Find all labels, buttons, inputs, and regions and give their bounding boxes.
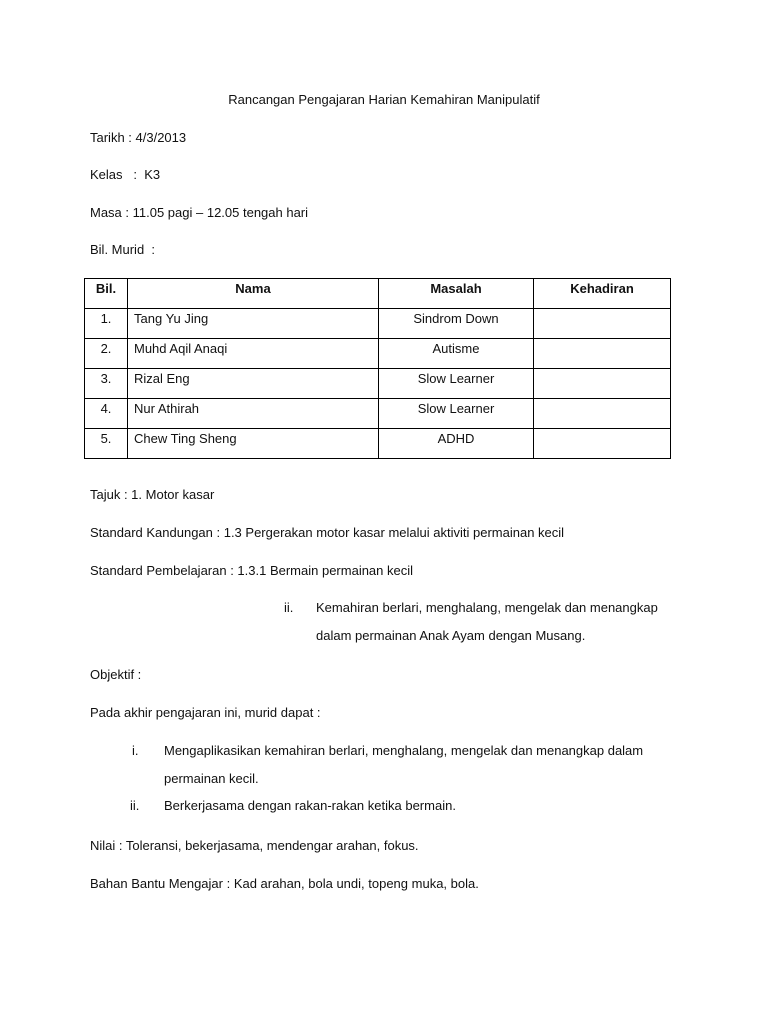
cell-nama: Tang Yu Jing bbox=[128, 309, 379, 339]
cell-kehadiran[interactable] bbox=[534, 339, 671, 369]
bahan-line: Bahan Bantu Mengajar : Kad arahan, bola undi, topeng muka, bola. bbox=[90, 876, 479, 891]
standard-kandungan-line: Standard Kandungan : 1.3 Pergerakan motor kasar melalui aktiviti permainan kecil bbox=[90, 525, 565, 540]
cell-masalah: ADHD bbox=[379, 429, 534, 459]
cell-masalah: Autisme bbox=[379, 339, 534, 369]
document-title: Rancangan Pengajaran Harian Kemahiran Manipulatif bbox=[228, 92, 540, 107]
student-table bbox=[84, 278, 671, 459]
header-kehadiran: Kehadiran bbox=[534, 279, 671, 309]
objective-line1: Berkerjasama dengan rakan-rakan ketika bermain. bbox=[164, 798, 456, 813]
objective-line1: Mengaplikasikan kemahiran berlari, menghalang, mengelak dan menangkap dalam bbox=[164, 743, 644, 758]
objektif-intro: Pada akhir pengajaran ini, murid dapat : bbox=[90, 705, 321, 720]
cell-bil: 3. bbox=[85, 369, 128, 399]
cell-kehadiran[interactable] bbox=[534, 309, 671, 339]
standard-pembelajaran-line: Standard Pembelajaran : 1.3.1 Bermain permainan kecil bbox=[90, 563, 414, 578]
table-row bbox=[85, 399, 671, 429]
bil-murid-line: Bil. Murid : bbox=[90, 242, 156, 257]
cell-masalah: Slow Learner bbox=[379, 399, 534, 429]
cell-masalah: Sindrom Down bbox=[379, 309, 534, 339]
table-row bbox=[85, 339, 671, 369]
tarikh-line: Tarikh : 4/3/2013 bbox=[90, 130, 187, 145]
sp-item-line2: dalam permainan Anak Ayam dengan Musang. bbox=[316, 628, 586, 643]
cell-kehadiran[interactable] bbox=[534, 399, 671, 429]
cell-bil: 2. bbox=[85, 339, 128, 369]
cell-nama: Rizal Eng bbox=[128, 369, 379, 399]
header-bil: Bil. bbox=[85, 279, 128, 309]
tajuk-line: Tajuk : 1. Motor kasar bbox=[90, 487, 215, 502]
table-header-row bbox=[85, 279, 671, 309]
kelas-line: Kelas : K3 bbox=[90, 167, 161, 182]
table-row bbox=[85, 309, 671, 339]
cell-kehadiran[interactable] bbox=[534, 369, 671, 399]
header-nama: Nama bbox=[128, 279, 379, 309]
objective-marker: i. bbox=[132, 743, 139, 758]
objective-line2: permainan kecil. bbox=[164, 771, 259, 786]
cell-masalah: Slow Learner bbox=[379, 369, 534, 399]
sp-item-marker: ii. bbox=[284, 600, 294, 615]
cell-nama: Muhd Aqil Anaqi bbox=[128, 339, 379, 369]
cell-nama: Chew Ting Sheng bbox=[128, 429, 379, 459]
cell-nama: Nur Athirah bbox=[128, 399, 379, 429]
cell-bil: 5. bbox=[85, 429, 128, 459]
objektif-heading: Objektif : bbox=[90, 667, 142, 682]
header-masalah: Masalah bbox=[379, 279, 534, 309]
cell-bil: 4. bbox=[85, 399, 128, 429]
table-row bbox=[85, 369, 671, 399]
masa-line: Masa : 11.05 pagi – 12.05 tengah hari bbox=[90, 205, 309, 220]
table-row bbox=[85, 429, 671, 459]
sp-item-line1: Kemahiran berlari, menghalang, mengelak dan menangkap bbox=[316, 600, 658, 615]
cell-bil: 1. bbox=[85, 309, 128, 339]
nilai-line: Nilai : Toleransi, bekerjasama, mendengar arahan, fokus. bbox=[90, 838, 419, 853]
cell-kehadiran[interactable] bbox=[534, 429, 671, 459]
objective-marker: ii. bbox=[130, 798, 140, 813]
